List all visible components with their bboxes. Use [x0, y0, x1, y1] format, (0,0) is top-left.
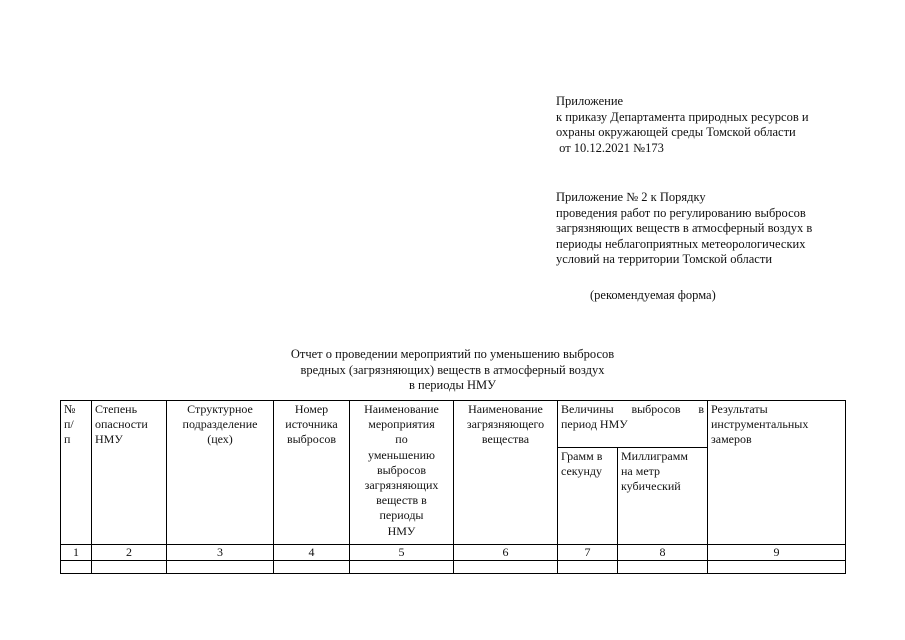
header-structural-unit: Структурное подразделение (цех)	[167, 401, 274, 545]
column-number-row	[61, 545, 846, 561]
column-number: 1	[61, 545, 92, 561]
appendix-line: Приложение	[556, 94, 624, 108]
header-pollutant-name: Наименование загрязняющего вещества	[454, 401, 558, 545]
table-cell	[350, 561, 454, 574]
header-hazard-level: Степень опасности НМУ	[92, 401, 167, 545]
column-number: 9	[708, 545, 846, 561]
column-number: 2	[92, 545, 167, 561]
report-title-line: в периоды НМУ	[409, 378, 496, 393]
report-title	[0, 347, 905, 394]
appendix-order-reference	[556, 94, 809, 156]
recommended-form-note: (рекомендуемая форма)	[590, 288, 716, 302]
report-title-line: вредных (загрязняющих) веществ в атмосферный воздух	[300, 362, 605, 377]
appendix-line: охраны окружающей среды Томской области	[556, 125, 796, 140]
table-cell	[167, 561, 274, 574]
table-cell	[618, 561, 708, 574]
appendix-line: периоды неблагоприятных метеорологических	[556, 236, 806, 251]
table-cell	[454, 561, 558, 574]
appendix-line: к приказу Департамента природных ресурсов и	[556, 109, 809, 124]
header-source-number: Номер источника выбросов	[274, 401, 350, 545]
table-cell	[274, 561, 350, 574]
report-table	[60, 400, 846, 574]
column-number: 6	[454, 545, 558, 561]
table-cell	[708, 561, 846, 574]
header-emission-values: Величины выбросов в период НМУ	[558, 401, 708, 448]
column-number: 7	[558, 545, 618, 561]
table-cell	[558, 561, 618, 574]
appendix-line: Приложение № 2 к Порядку	[556, 190, 706, 204]
table-header-row	[61, 401, 846, 448]
column-number: 4	[274, 545, 350, 561]
header-measurement-results: Результаты инструментальных замеров	[708, 401, 846, 545]
column-number: 3	[167, 545, 274, 561]
table-cell	[92, 561, 167, 574]
appendix-line: загрязняющих веществ в атмосферный воздух в	[556, 221, 813, 236]
column-number: 5	[350, 545, 454, 561]
header-grams-per-second: Грамм в секунду	[558, 448, 618, 545]
header-measure-name: Наименование мероприятия по уменьшению выбросов загрязняющих веществ в периоды НМУ	[350, 401, 454, 545]
table-cell	[61, 561, 92, 574]
appendix-procedure-reference	[556, 190, 812, 268]
header-number: № п/ п	[61, 401, 92, 545]
header-mg-per-cubic-meter: Миллиграмм на метр кубический	[618, 448, 708, 545]
report-title-line: Отчет о проведении мероприятий по уменьшению выбросов	[290, 347, 615, 361]
appendix-line: от 10.12.2021 №173	[556, 140, 664, 155]
appendix-line: условий на территории Томской области	[556, 252, 773, 267]
empty-data-row	[61, 561, 846, 574]
appendix-line: проведения работ по регулированию выбросов	[556, 205, 806, 220]
column-number: 8	[618, 545, 708, 561]
